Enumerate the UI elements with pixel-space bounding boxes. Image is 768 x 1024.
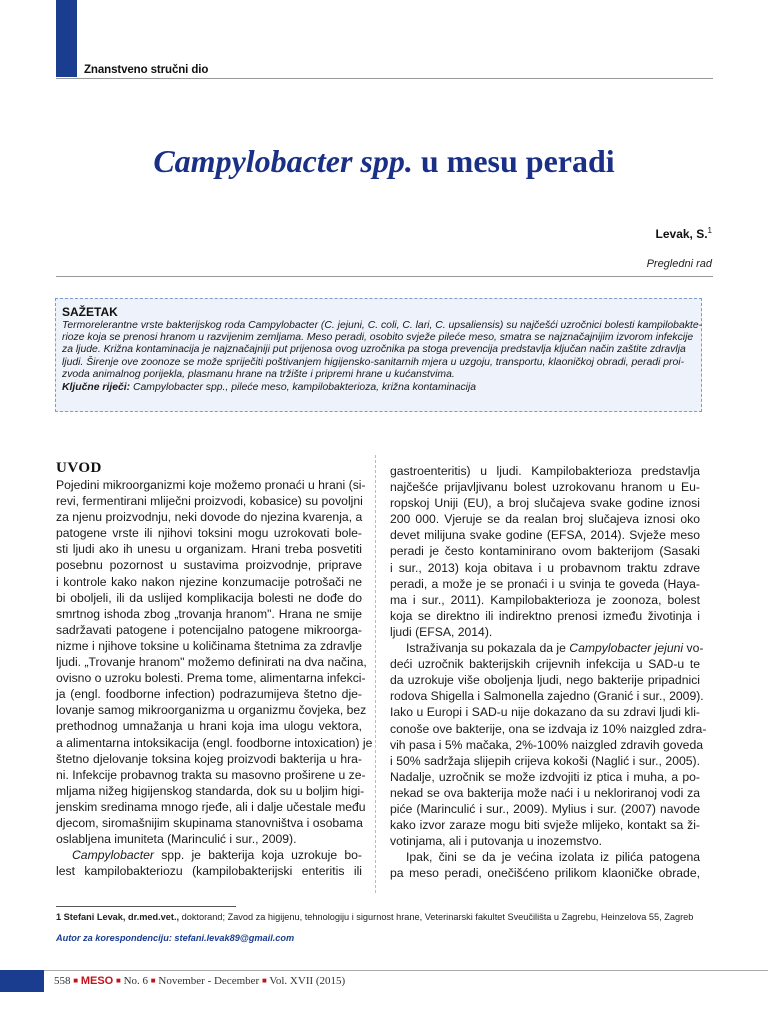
text-line: smrtnog ishoda zbog „trovanja hranom". Hrana ne smije: [56, 606, 362, 621]
author-name-text: Levak, S.: [655, 227, 708, 241]
right-paragraph-3: [390, 849, 700, 881]
abstract-line: rioze koja se prenosi hranom u razvijenim zemljama. Meso peradi, osobito svježe pileće meso, smatra se najznačajnijim izvorom infekcije: [62, 332, 694, 344]
text-line: lovanje samog mikroorganizma u organizmu čovjeka, bez: [56, 703, 367, 718]
text-line: conoše ove bakterije, ona se izdvaja iz 10% naizgled zdra-: [390, 721, 707, 736]
text-line: ovisno o uzroku bolesti. Prema tome, alimentarna infekci-: [56, 671, 366, 686]
text-line: bi oboljeli, ili da uslijed komplikacija bolesti ne dođe do: [56, 590, 362, 605]
footnote-author: 1 Stefani Levak, dr.med.vet.,: [56, 912, 180, 922]
text-line: oslabljena imuniteta (Marinculić i sur., 2009).: [56, 832, 297, 847]
text-line: ni. Infekcije probavnog trakta su masovno proširene u ze-: [56, 767, 366, 782]
text-line: ljudi (EFSA, 2014).: [390, 624, 493, 639]
article-title: [0, 143, 768, 180]
text-line: i 50% sadržaja slijepih crijeva kokoši (Naglić i sur., 2005).: [390, 753, 700, 768]
left-paragraph-1: [56, 477, 373, 847]
footnote-correspondence[interactable]: Autor za korespondenciju: stefani.levak89@gmail.com: [56, 933, 295, 943]
text-line: votinjama, ali i putovanja u inozemstvo.: [390, 834, 603, 849]
text-line: i sur., 2013) koja obitava i u probavnom traktu zdrave: [390, 560, 700, 575]
text-line: ja (engl. foodborne infection) podrazumijeva štetno dje-: [56, 687, 362, 702]
square-bullet-icon: ■: [261, 976, 267, 985]
page-footer: [54, 975, 345, 987]
text-line: peradi je često kontaminirano ovom bakterijom (Sasaki: [390, 544, 700, 559]
footer-rule: [44, 970, 768, 971]
section-label: Znanstveno stručni dio: [84, 64, 209, 76]
column-divider: [375, 455, 377, 893]
text-line: ljudi. „Trovanje hranom" možemo definirati na dva načina,: [56, 655, 367, 670]
footnote-affiliation-text: doktorand; Zavod za higijenu, tehnologiju i sigurnost hrane, Veterinarski fakultet Sveučilišta u Zagrebu, Heinzelova 55, Zagreb: [179, 912, 694, 922]
text-line: mljama nižeg higijenskog standarda, dok su u boljim higi-: [56, 783, 365, 798]
left-paragraph-2: [56, 847, 362, 879]
text-line: rodova Shigella i Salmonella zajedno (Granić i sur., 2009).: [390, 689, 704, 704]
text-line: deći uzročnik bakterijskih crijevnih infekcija u SAD-u te: [390, 657, 700, 672]
author-superscript: 1: [707, 226, 712, 235]
journal-name: MESO: [80, 975, 114, 987]
text-line: Istraživanja su pokazala da je Campylobacter jejuni vo-: [406, 641, 704, 656]
text-line: Ipak, čini se da je većina izolata iz pilića patogena: [406, 850, 700, 865]
text-line: sadržavati patogene i potencijalno patogene mikroorga-: [56, 622, 362, 637]
abstract-line: Termorelerantne vrste bakterijskog roda Campylobacter (C. jejuni, C. coli, C. lari, C. upsaliensis) su najčešći uzročnici bolesti kampilobakte-: [62, 320, 703, 331]
text-line: štetno djelovanje toksina kojeg proizvodi bakterija u hra-: [56, 751, 362, 766]
page-number: 558: [54, 975, 71, 987]
abstract-line: zvoda animalnog porijekla, plasmanu hrane na tržište i pripremi hrane u kućanstvima.: [62, 368, 455, 380]
text-line: a alimentarna intoksikacija (engl. foodborne intoxication) je: [56, 735, 373, 750]
text-line: jenskim sredinama mnogo rjeđe, ali i dalje učestale među: [56, 799, 366, 814]
text-line: peradi, a može je se pronaći i u svinja te goveda (Haya-: [390, 576, 700, 591]
text-line: sti ljudi ako ih unesu u organizam. Hrani treba posvetiti: [56, 542, 362, 557]
text-line: koja se direktno ili indirektno prenosi između životinja i: [390, 608, 700, 623]
abstract-box: [55, 298, 702, 412]
text-line: pa meso peradi, onečišćeno prilikom klaoničke obrade,: [390, 866, 700, 881]
square-bullet-icon: ■: [73, 976, 79, 985]
volume: Vol. XVII (2015): [269, 975, 346, 987]
text-line: lest kampilobakteriozu (kampilobakterijski enteritis ili: [56, 864, 362, 879]
footer-accent-bar: [0, 970, 44, 992]
footnote-affiliation: [56, 912, 693, 922]
header-divider: [56, 78, 713, 79]
text-line: za njenu proizvodnju, neki dovode do njezina kvarenja, a: [56, 510, 363, 525]
square-bullet-icon: ■: [150, 976, 156, 985]
text-line: Campylobacter spp. je bakterija koja uzrokuje bo-: [72, 848, 362, 863]
text-line: i kontrole kako nakon njezine konzumacije potrošači ne: [56, 574, 362, 589]
text-line: da uzrokuje više oboljenja ljudi, nego bakterije pripadnici: [390, 673, 700, 688]
right-paragraph-1: [390, 463, 700, 640]
text-line: ropskoj Uniji (EU), a broj slučajeva svake godine iznosi: [390, 496, 700, 511]
article-type: Pregledni rad: [646, 258, 712, 270]
text-line: patogene vrste ili njihovi toksini mogu uzrokovati bole-: [56, 526, 362, 541]
text-line: ma i sur., 2011). Kampilobakterioza je zoonoza, bolest: [390, 592, 700, 607]
header-accent-bar: [56, 0, 77, 77]
section-heading-uvod: UVOD: [56, 460, 102, 476]
title-italic-part: Campylobacter spp.: [153, 143, 413, 179]
abstract-heading: SAŽETAK: [62, 305, 118, 319]
text-line: nizme i njihove toksine u količinama štetnima za zdravlje: [56, 638, 362, 653]
text-line: devet milijuna svake godine (EFSA, 2014). Svježe meso: [390, 528, 700, 543]
keywords-label: Ključne riječi:: [62, 382, 131, 394]
left-column: [56, 460, 373, 879]
text-line: djecom, siromašnijim skupinama stanovništva i osobama: [56, 815, 363, 830]
right-column: [390, 463, 707, 881]
text-line: Pojedini mikroorganizmi koje možemo pronaći u hrani (si-: [56, 478, 366, 492]
keywords-text: Campylobacter spp., pileće meso, kampilobakterioza, križna kontaminacija: [130, 382, 477, 394]
text-line: najčešće prijavljivanu bolest uzrokovanu hranom u Eu-: [390, 480, 700, 495]
right-paragraph-2: [390, 640, 707, 849]
text-line: prethodnog umnažanja u hrani koja ima ulogu vektora,: [56, 719, 362, 734]
text-line: vih pasa i 5% mačaka, 2%-100% naizgled zdravih goveda: [390, 737, 703, 752]
text-line: nekad se ova bakterija može naći i u nekloriranoj vodi za: [390, 785, 700, 800]
issue-number: No. 6: [123, 975, 149, 987]
text-line: 200 000. Vjeruje se da realan broj slučajeva iznosi oko: [390, 512, 700, 527]
title-rest: u mesu peradi: [412, 143, 615, 179]
footnote-divider: [56, 906, 236, 907]
square-bullet-icon: ■: [116, 976, 121, 985]
type-divider: [56, 276, 713, 277]
issue-months: November - December: [158, 975, 260, 987]
text-line: piće (Marinculić i sur., 2009). Mylius i sur. (2007) navode: [390, 801, 700, 816]
text-line: Iako u Europi i SAD-u nije dokazano da su zdravi ljudi kli-: [390, 705, 700, 720]
abstract-line: za ljude. Križna kontaminacija je najznačajniji put prijenosa ovog uzročnika pa stoga prevencija predstavlja ključan način zaštite zdravlja: [62, 344, 686, 356]
author-name: [656, 226, 712, 241]
text-line: kako izvor zaraze mogu biti svježe mlijeko, kontakt sa ži-: [390, 818, 700, 833]
text-line: gastroenteritis) u ljudi. Kampilobakterioza predstavlja: [390, 464, 700, 478]
text-line: posebnu pozornost u sustavima proizvodnje, priprave: [56, 558, 362, 573]
abstract-line: ljudi. Širenje ove zoonoze se može spriječiti poštivanjem higijensko-sanitarnih mjera u uzgoju, transportu, klaoničkoj obradi, peradi proi-: [62, 356, 685, 368]
abstract-keywords: [62, 382, 701, 394]
text-line: revi, fermentirani mliječni proizvodi, kobasice) su povoljni: [56, 494, 363, 509]
text-line: Nadalje, uzročnik se može izdvojiti iz ptica i muha, a po-: [390, 769, 700, 784]
